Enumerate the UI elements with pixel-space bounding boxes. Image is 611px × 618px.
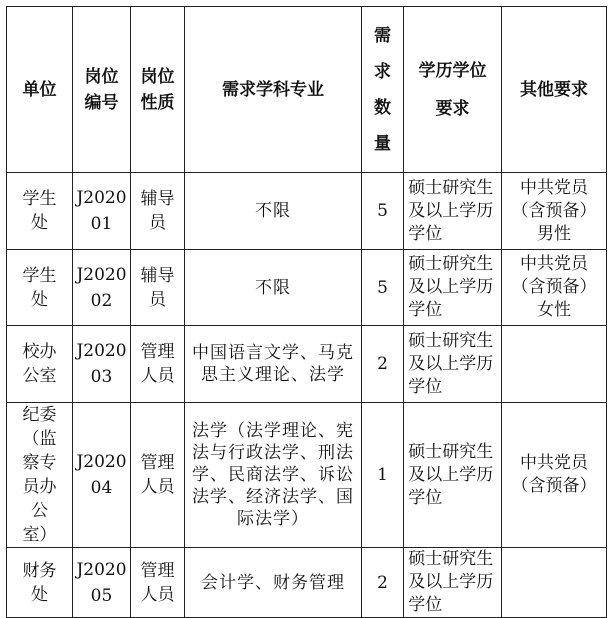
cell-major: 中国语言文学、马克思主义理论、法学 (185, 326, 362, 403)
cell-unit: 学生处 (7, 250, 73, 326)
cell-quantity: 5 (362, 173, 404, 250)
cell-other (502, 548, 607, 618)
cell-unit: 财务处 (7, 548, 73, 618)
cell-education: 硕士研究生及以上学历学位 (404, 548, 502, 618)
header-nature: 岗位性质 (131, 7, 185, 173)
cell-code: J202001 (73, 173, 131, 250)
cell-education: 硕士研究生及以上学历学位 (404, 403, 502, 548)
cell-code: J202004 (73, 403, 131, 548)
cell-other: 中共党员（含预备） (502, 403, 607, 548)
cell-education: 硕士研究生及以上学历学位 (404, 326, 502, 403)
cell-unit: 学生处 (7, 173, 73, 250)
header-major: 需求学科专业 (185, 7, 362, 173)
cell-quantity: 1 (362, 403, 404, 548)
cell-nature: 管理人员 (131, 403, 185, 548)
header-quantity: 需求数量 (362, 7, 404, 173)
cell-nature: 管理人员 (131, 548, 185, 618)
cell-other: 中共党员（含预备）男性 (502, 173, 607, 250)
table-row (7, 403, 607, 548)
table-row (7, 548, 607, 618)
cell-code: J202002 (73, 250, 131, 326)
cell-education: 硕士研究生及以上学历学位 (404, 250, 502, 326)
table-row (7, 326, 607, 403)
header-unit: 单位 (7, 7, 73, 173)
table-row (7, 173, 607, 250)
cell-other (502, 326, 607, 403)
cell-quantity: 2 (362, 326, 404, 403)
cell-quantity: 5 (362, 250, 404, 326)
cell-other: 中共党员（含预备）女性 (502, 250, 607, 326)
cell-code: J202005 (73, 548, 131, 618)
recruitment-table (6, 6, 607, 618)
header-other: 其他要求 (502, 7, 607, 173)
cell-major: 不限 (185, 250, 362, 326)
cell-code: J202003 (73, 326, 131, 403)
cell-education: 硕士研究生及以上学历学位 (404, 173, 502, 250)
header-education: 学历学位要求 (404, 7, 502, 173)
header-code: 岗位编号 (73, 7, 131, 173)
cell-nature: 辅导员 (131, 173, 185, 250)
cell-nature: 管理人员 (131, 326, 185, 403)
cell-unit: 纪委（监察专员办公室） (7, 403, 73, 548)
cell-nature: 辅导员 (131, 250, 185, 326)
cell-unit: 校办公室 (7, 326, 73, 403)
table-row (7, 250, 607, 326)
cell-major: 会计学、财务管理 (185, 548, 362, 618)
header-row (7, 7, 607, 173)
cell-major: 不限 (185, 173, 362, 250)
cell-quantity: 2 (362, 548, 404, 618)
cell-major: 法学（法学理论、宪法与行政法学、刑法学、民商法学、诉讼法学、经济法学、国际法学） (185, 403, 362, 548)
